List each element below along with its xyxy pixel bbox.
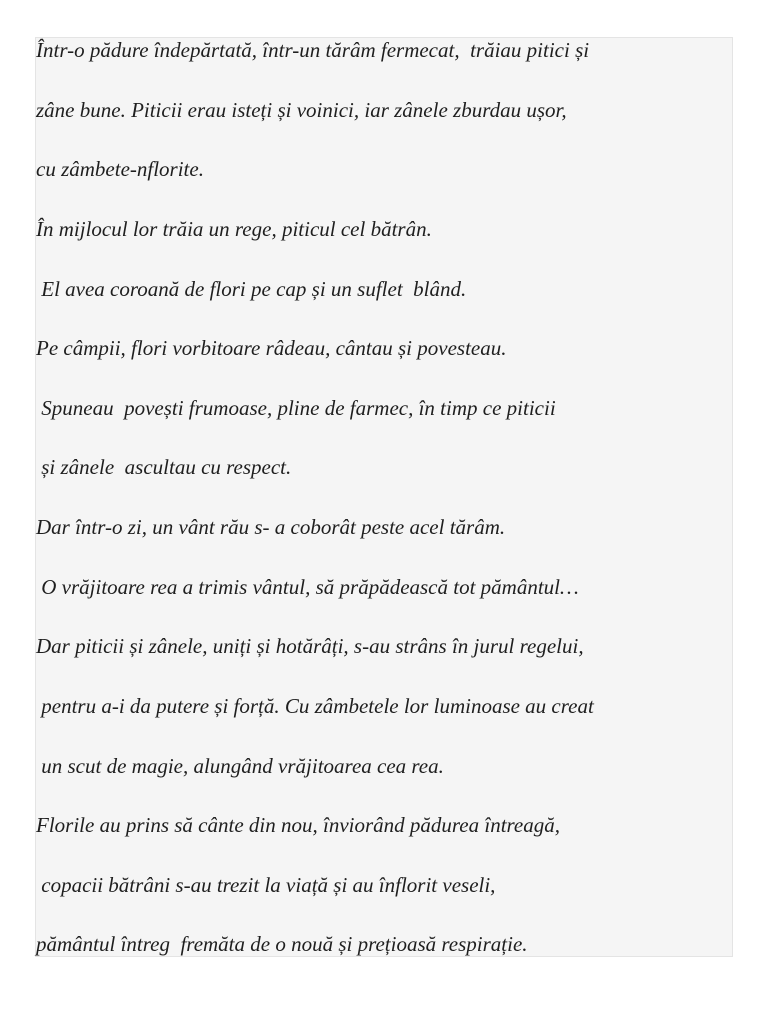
text-line: O vrăjitoare rea a trimis vântul, să prăpădească tot pământul… [36,575,579,599]
text-line: un scut de magie, alungând vrăjitoarea cea rea. [36,754,444,778]
text-line: Spuneau povești frumoase, pline de farmec, în timp ce piticii [36,396,556,420]
text-line: pentru a-i da putere și forță. Cu zâmbetele lor luminoase au creat [36,694,594,718]
text-line: Dar într-o zi, un vânt rău s- a coborât peste acel tărâm. [36,515,506,539]
text-line: Dar piticii și zânele, uniți și hotărâți, s-au strâns în jurul regelui, [36,634,584,658]
text-line: cu zâmbete-nflorite. [36,157,204,181]
text-line: copacii bătrâni s-au trezit la viață și au înflorit veseli, [36,873,496,897]
text-line: El avea coroană de flori pe cap și un suflet blând. [36,277,467,301]
text-line: Pe câmpii, flori vorbitoare râdeau, cântau și povesteau. [36,336,507,360]
text-line: pământul întreg fremăta de o nouă și prețioasă respirație. [36,932,528,956]
text-line: și zânele ascultau cu respect. [36,455,292,479]
text-line: În mijlocul lor trăia un rege, piticul cel bătrân. [36,217,432,241]
text-page [35,37,733,957]
text-line: Florile au prins să cânte din nou, înviorând pădurea întreagă, [36,813,560,837]
text-line: Într-o pădure îndepărtată, într-un tărâm fermecat, trăiau pitici și [36,38,590,62]
text-line: zâne bune. Piticii erau isteți și voinici, iar zânele zburdau ușor, [36,98,567,122]
